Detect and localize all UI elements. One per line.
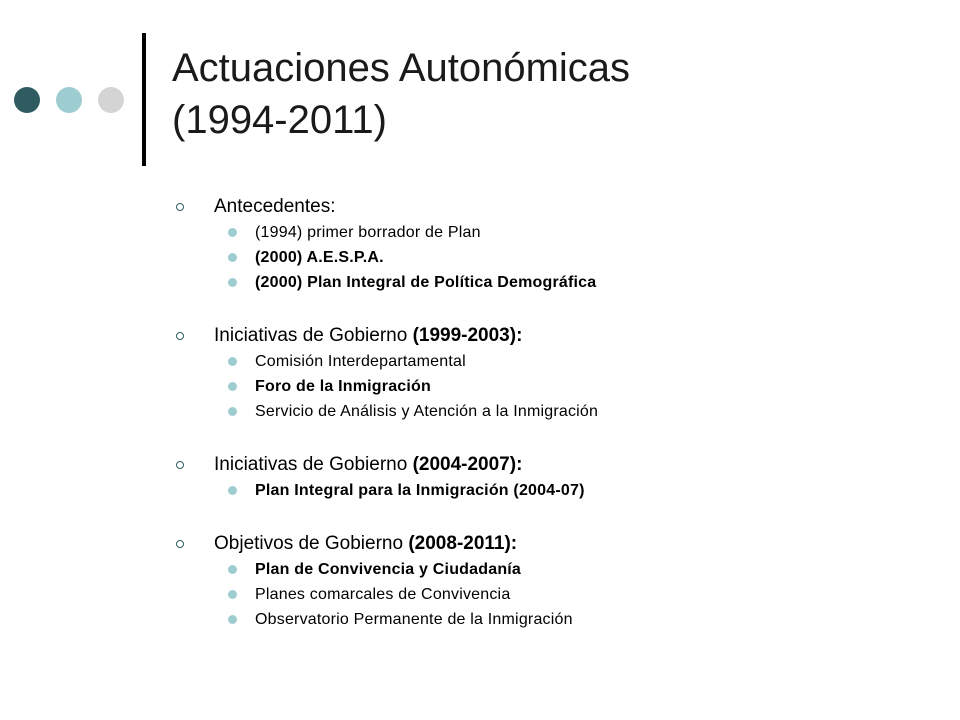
list-item-text: Foro de la Inmigración: [255, 378, 431, 395]
section-antecedentes: [176, 193, 936, 295]
dot-bullet-icon: [228, 590, 237, 599]
dot-bullet-icon: [228, 486, 237, 495]
list-item-text: Planes comarcales de Convivencia: [255, 586, 511, 603]
list-item: [176, 607, 936, 632]
slide-title: [172, 42, 932, 146]
title-line-2: (1994-2011): [172, 98, 387, 142]
ring-bullet-icon: [176, 461, 184, 469]
section-heading-text: Objetivos de Gobierno: [214, 533, 404, 554]
section-iniciativas-1999-2003: [176, 322, 936, 424]
list-item: [176, 374, 936, 399]
section-heading-text: Iniciativas de Gobierno: [214, 325, 408, 346]
bullet-list: [176, 478, 936, 503]
ring-bullet-icon: [176, 540, 184, 548]
section-heading-period: (2008-2011):: [408, 533, 518, 554]
section-heading: [176, 451, 936, 478]
dot-bullet-icon: [228, 615, 237, 624]
section-heading-text: Antecedentes:: [214, 196, 336, 217]
list-item-text: (1994) primer borrador de Plan: [255, 224, 481, 241]
dot-bullet-icon: [228, 407, 237, 416]
section-heading: [176, 530, 936, 557]
list-item: [176, 349, 936, 374]
ring-bullet-icon: [176, 332, 184, 340]
bullet-list: [176, 220, 936, 295]
section-heading-period: (2004-2007):: [412, 454, 523, 475]
bullet-list: [176, 557, 936, 632]
list-item-text: Comisión Interdepartamental: [255, 353, 466, 370]
title-divider: [142, 33, 146, 166]
list-item: [176, 245, 936, 270]
list-item-text: Observatorio Permanente de la Inmigración: [255, 611, 573, 628]
light-teal-dot: [56, 87, 82, 113]
decorative-dots: [14, 87, 124, 113]
section-heading: [176, 193, 936, 220]
list-item: [176, 220, 936, 245]
dark-teal-dot: [14, 87, 40, 113]
slide-content: [176, 193, 936, 659]
bullet-list: [176, 349, 936, 424]
list-item-text: Plan de Convivencia y Ciudadanía: [255, 561, 522, 578]
section-iniciativas-2004-2007: [176, 451, 936, 503]
gray-dot: [98, 87, 124, 113]
list-item-text: Plan Integral para la Inmigración (2004-07): [255, 482, 585, 499]
list-item: [176, 399, 936, 424]
list-item: [176, 582, 936, 607]
list-item: [176, 270, 936, 295]
section-heading-period: (1999-2003):: [412, 325, 523, 346]
title-line-1: Actuaciones Autonómicas: [172, 46, 631, 90]
dot-bullet-icon: [228, 357, 237, 366]
dot-bullet-icon: [228, 278, 237, 287]
ring-bullet-icon: [176, 203, 184, 211]
section-objetivos-2008-2011: [176, 530, 936, 632]
dot-bullet-icon: [228, 253, 237, 262]
list-item: [176, 478, 936, 503]
dot-bullet-icon: [228, 228, 237, 237]
list-item-text: (2000) Plan Integral de Política Demográfica: [255, 274, 597, 291]
section-heading: [176, 322, 936, 349]
dot-bullet-icon: [228, 382, 237, 391]
list-item: [176, 557, 936, 582]
list-item-text: (2000) A.E.S.P.A.: [255, 249, 384, 266]
list-item-text: Servicio de Análisis y Atención a la Inmigración: [255, 403, 599, 420]
dot-bullet-icon: [228, 565, 237, 574]
section-heading-text: Iniciativas de Gobierno: [214, 454, 408, 475]
